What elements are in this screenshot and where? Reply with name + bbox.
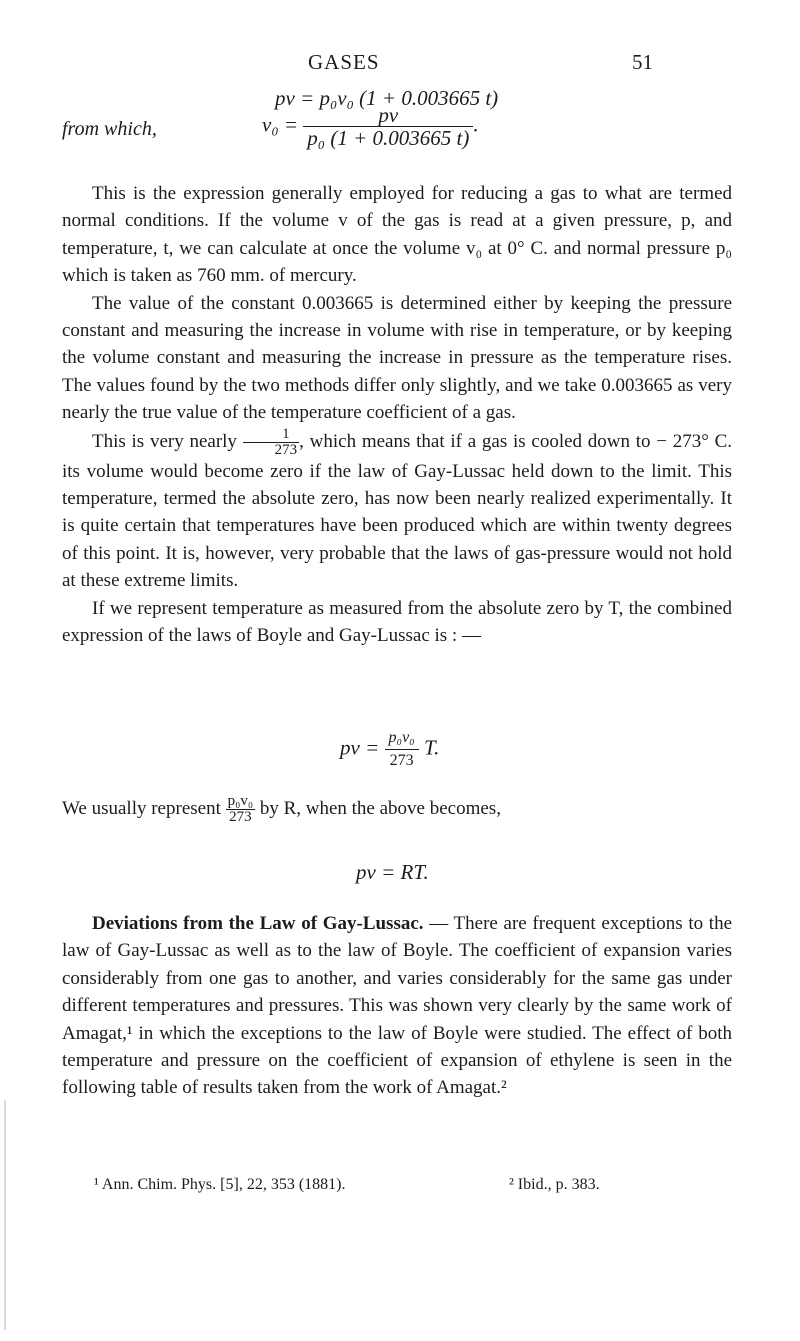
equation-2 xyxy=(262,104,479,149)
paragraph-6 xyxy=(62,910,732,1102)
equation-3-numerator: p₀v₀ xyxy=(385,727,419,750)
section-heading: Deviations from the Law of Gay-Lussac. xyxy=(92,913,424,934)
equation-3-rhs: T. xyxy=(423,735,440,760)
body-text-upper xyxy=(62,180,732,650)
page-header xyxy=(0,50,800,80)
inline-fraction-p0v0-273 xyxy=(226,794,255,825)
equation-4: pv = RT. xyxy=(356,860,429,884)
equation-3-lhs: pv = xyxy=(340,735,380,760)
body-text-represent xyxy=(62,794,732,825)
running-head: GASES xyxy=(308,50,380,74)
equation-3-denominator: 273 xyxy=(389,752,414,769)
paragraph-2: The value of the constant 0.003665 is determined either by keeping the pressure constant and measuring the increase in volume with rise in temperature, or by keeping the volume constant and measuring the increase in pressure as the temperature rises. The values found by the two methods differ only slightly, and we take 0.003665 as very nearly the true value of the temperature coefficient of a gas. xyxy=(62,292,732,424)
footnote-2: ² Ibid., p. 383. xyxy=(509,1176,600,1193)
paragraph-3-rest: , which means that if a gas is cooled down to − 273° C. its volume would become zero if the law of Gay-Lussac held down to the limit. This temperature, termed the absolute zero, has now been nearly realized experimentally. It is quite certain that temperatures have been produced which are within twenty degrees of this point. It is, however, very probable that the laws of gas-pressure would not hold at these extreme limits. xyxy=(62,430,732,592)
body-text-deviations xyxy=(62,910,732,1102)
paragraph-3-start: This is very nearly xyxy=(92,430,237,452)
inline-fraction-numerator: 1 xyxy=(243,427,300,443)
page-number: 51 xyxy=(632,50,653,74)
inline-fraction-denominator: 273 xyxy=(229,809,252,825)
page-edge-shadow xyxy=(4,1100,6,1330)
paragraph-6-text: — There are frequent exceptions to the law of Gay-Lussac as well as to the law of Boyle. The coefficient of expansion varies considerably from one gas to another, and varies considerably for the same gas under different temperatures and pressures. This was shown very clearly by the same work of Amagat,¹ in which the exceptions to the law of Boyle were studied. The effect of both temperature and pressure on the coefficient of expansion of ethylene is seen in the following table of results taken from the work of Amagat.² xyxy=(62,913,732,1099)
equation-3-fraction xyxy=(385,727,419,772)
paragraph-4: If we represent temperature as measured from the absolute zero by T, the combined expression of the laws of Boyle and Gay-Lussac is : — xyxy=(62,597,732,647)
paragraph-1: This is the expression generally employed for reducing a gas to what are termed normal conditions. If the volume v of the gas is read at a given pressure, p, and temperature, t, we can calculate at once the volume v₀ at 0° C. and normal pressure p₀ which is taken as 760 mm. of mercury. xyxy=(62,183,732,287)
inline-fraction-numerator: p₀v₀ xyxy=(227,793,254,809)
inline-fraction-1-273 xyxy=(243,427,300,458)
equation-2-numerator: pv xyxy=(303,104,473,127)
equation-2-lhs: v₀ = xyxy=(262,112,299,137)
paragraph-5-start: We usually represent xyxy=(62,797,221,819)
footnote-1: ¹ Ann. Chim. Phys. [5], 22, 353 (1881). xyxy=(94,1176,346,1193)
inline-fraction-denominator: 273 xyxy=(274,441,298,458)
equation-2-fraction xyxy=(303,104,473,149)
equation-3 xyxy=(340,727,439,772)
paragraph-5-rest: by R, when the above becomes, xyxy=(259,797,501,819)
equation-1: pv = p₀v₀ (1 + 0.003665 t) xyxy=(275,86,499,110)
equation-2-end: . xyxy=(473,112,479,137)
paragraph-5 xyxy=(62,794,732,825)
equation-2-denominator: p₀ (1 + 0.003665 t) xyxy=(307,126,470,150)
from-which-label: from which, xyxy=(62,118,157,140)
paragraph-3 xyxy=(62,427,732,595)
